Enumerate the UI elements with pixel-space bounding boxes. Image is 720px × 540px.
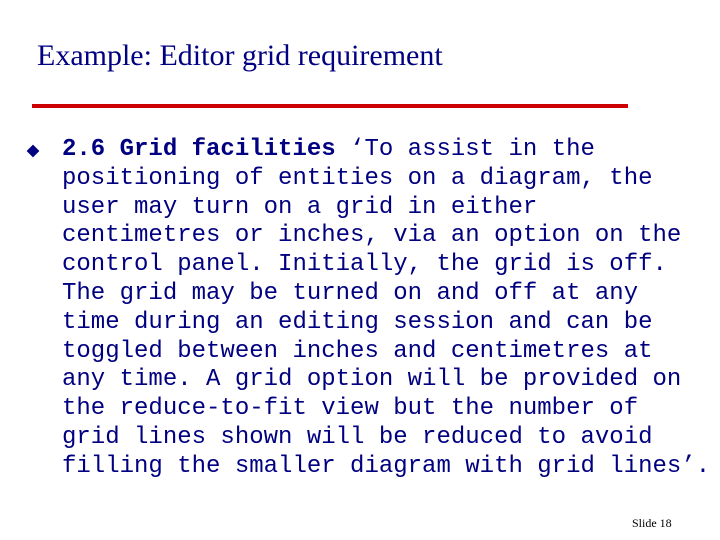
diamond-bullet-icon bbox=[27, 145, 40, 158]
slide-number: Slide 18 bbox=[632, 516, 672, 530]
bullet-text bbox=[62, 136, 718, 482]
bullet-line: control panel. Initially, the grid is off. bbox=[62, 251, 667, 279]
title-divider bbox=[32, 104, 628, 108]
bullet-line: any time. A grid option will be provided on bbox=[62, 366, 682, 394]
bullet-line: ‘To assist in the bbox=[335, 136, 595, 163]
bullet-line: centimetres or inches, via an option on the bbox=[62, 222, 682, 250]
slide-title: Example: Editor grid requirement bbox=[37, 39, 443, 72]
bullet-line: user may turn on a grid in either bbox=[62, 193, 538, 221]
bullet-line: toggled between inches and centimetres at bbox=[62, 337, 653, 365]
bullet-line: grid lines shown will be reduced to avoid bbox=[62, 423, 653, 451]
bullet-lead: 2.6 Grid facilities bbox=[62, 136, 336, 163]
bullet-line: the reduce-to-fit view but the number of bbox=[62, 395, 639, 423]
bullet-line: The grid may be turned on and off at any bbox=[62, 279, 639, 307]
bullet-line: time during an editing session and can be bbox=[62, 308, 653, 336]
bullet-line: filling the smaller diagram with grid lines’. bbox=[62, 452, 711, 480]
bullet-line: positioning of entities on a diagram, the bbox=[62, 164, 653, 192]
